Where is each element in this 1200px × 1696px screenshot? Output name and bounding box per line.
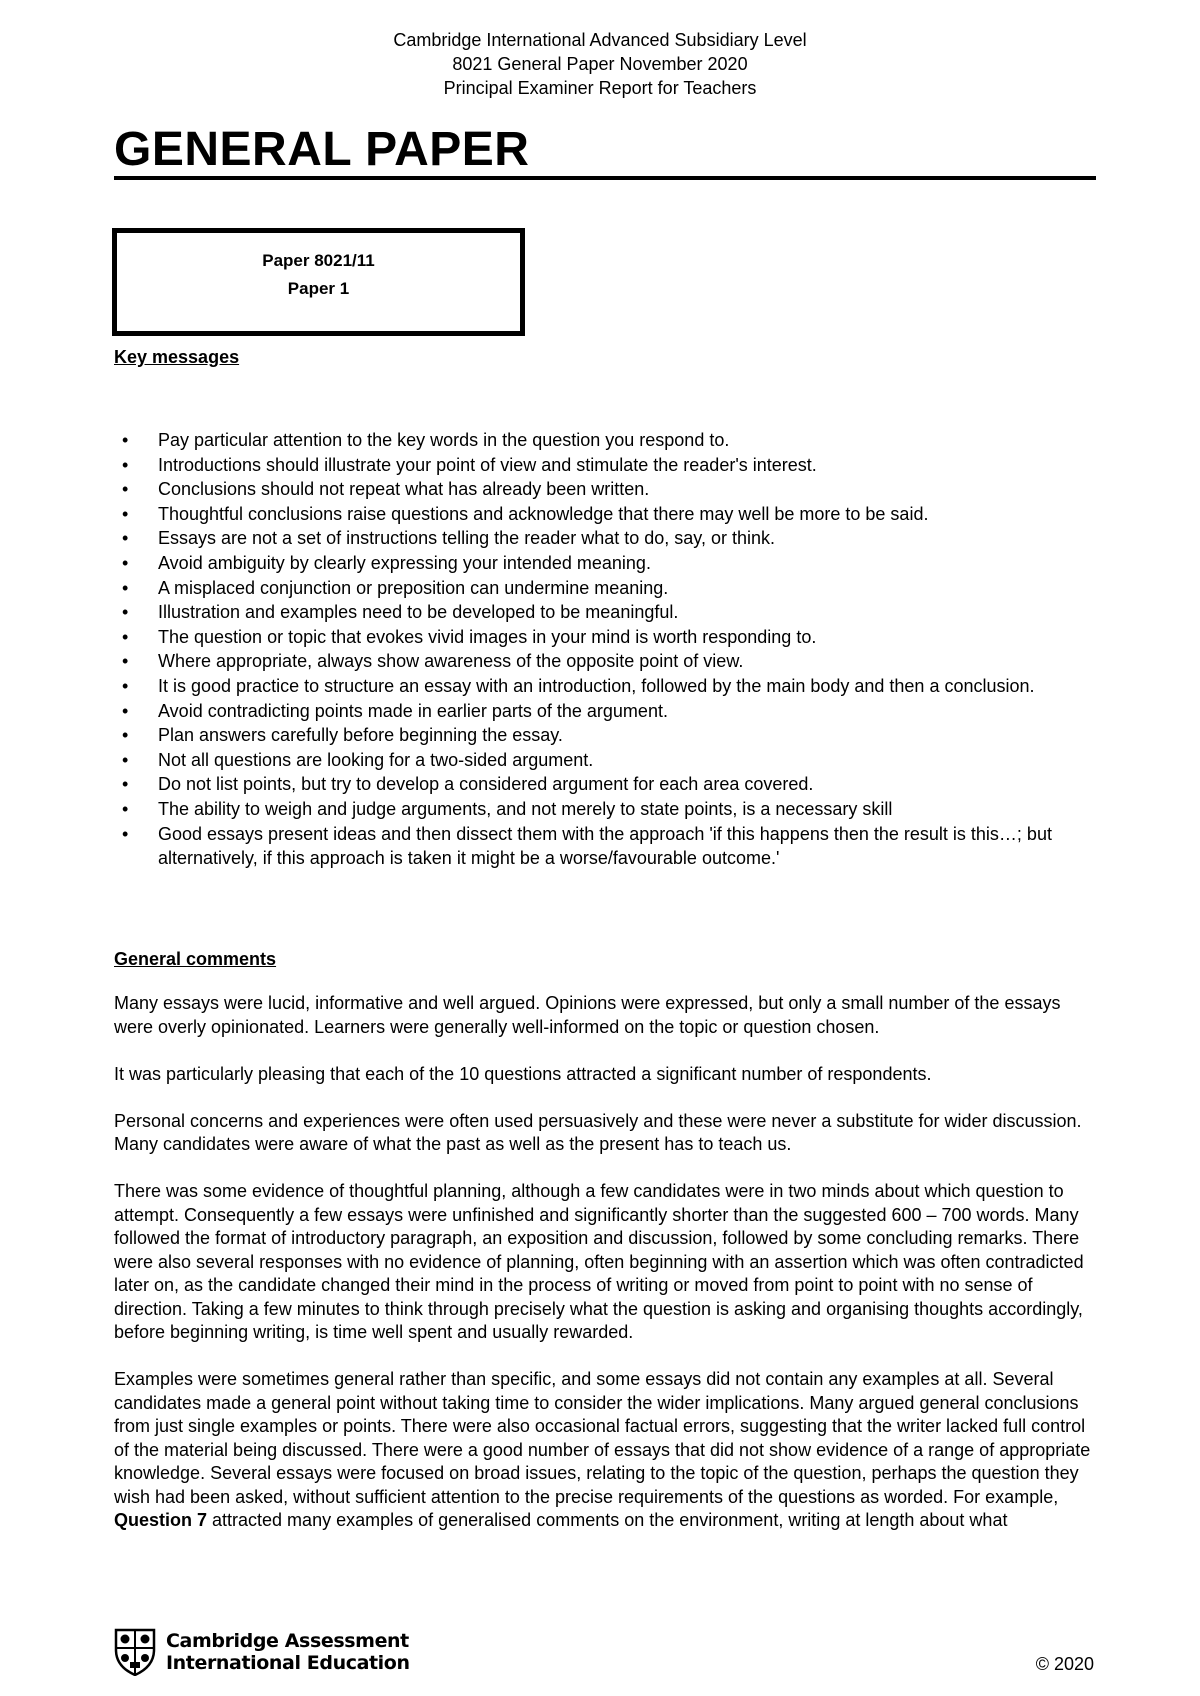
paragraph-text-continued: attracted many examples of generalised comments on the environment, writing at length about what <box>207 1510 1008 1530</box>
key-message-text: Introductions should illustrate your point of view and stimulate the reader's interest. <box>158 454 817 475</box>
key-message-item <box>114 649 1104 674</box>
general-comments-body <box>114 992 1099 1556</box>
header-line-qualification: Cambridge International Advanced Subsidiary Level <box>393 30 807 50</box>
bullet-icon: • <box>122 430 129 450</box>
key-message-text: Good essays present ideas and then dissect them with the approach 'if this happens then the result is this…; but alternatively, if this approach is taken it might be a worse/favourable outcome.' <box>158 823 1052 869</box>
key-message-item <box>114 748 1104 773</box>
comment-paragraph: It was particularly pleasing that each of the 10 questions attracted a significant number of respondents. <box>114 1063 932 1084</box>
bullet-icon: • <box>122 577 129 598</box>
key-message-item <box>114 477 1104 502</box>
bullet-icon: • <box>122 700 129 721</box>
key-message-text: Illustration and examples need to be developed to be meaningful. <box>158 602 679 623</box>
bullet-icon: • <box>122 774 129 795</box>
header-line-paper: 8021 General Paper November 2020 <box>452 54 748 74</box>
paragraph-text: Examples were sometimes general rather than specific, and some essays did not contain any examples at all. Several candidates made a general point without taking time to consider the wider implications. Many argued general conclusions from just single examples or points. There were also occasional factual errors, suggesting that the writer lacked full control of the material being discussed. There were a good number of essays that did not show evidence of a range of appropriate knowledge. Several essays were focused on broad issues, relating to the topic of the question, perhaps the question they wish had been asked, without sufficient attention to the precise requirements of the questions as worded. For example, <box>114 1369 1091 1507</box>
bullet-icon: • <box>122 479 129 500</box>
key-messages-heading: Key messages <box>114 347 240 367</box>
bullet-icon: • <box>122 454 129 475</box>
paper-number: Paper 1 <box>287 279 350 298</box>
bullet-icon: • <box>122 823 129 844</box>
bullet-icon: • <box>122 503 129 524</box>
key-message-text: Not all questions are looking for a two-sided argument. <box>158 749 594 770</box>
bullet-icon: • <box>122 528 129 549</box>
key-message-text: It is good practice to structure an essay with an introduction, followed by the main body and then a conclusion. <box>158 675 1035 696</box>
logo-line-1: Cambridge Assessment <box>166 1630 409 1652</box>
key-message-item <box>114 502 1104 527</box>
key-message-item <box>114 772 1104 797</box>
general-comments-heading: General comments <box>114 949 277 969</box>
bullet-icon: • <box>122 552 129 573</box>
question-reference: Question 7 <box>114 1510 208 1530</box>
page-title: GENERAL PAPER <box>114 123 530 176</box>
report-header <box>0 28 1200 100</box>
key-message-item <box>114 428 1104 453</box>
comment-paragraph: Personal concerns and experiences were often used persuasively and these were never a substitute for wider discussion. Many candidates were aware of what the past as well as the present has to teach us. <box>114 1110 1082 1154</box>
key-message-item <box>114 576 1104 601</box>
key-message-text: Essays are not a set of instructions telling the reader what to do, say, or think. <box>158 528 775 549</box>
bullet-icon: • <box>122 602 129 623</box>
key-message-text: Do not list points, but try to develop a considered argument for each area covered. <box>158 774 814 795</box>
bullet-icon: • <box>122 798 129 819</box>
key-message-item <box>114 674 1104 699</box>
key-message-item <box>114 625 1104 650</box>
bullet-icon: • <box>122 626 129 647</box>
general-comments-paragraphs <box>114 992 1099 1345</box>
key-message-item <box>114 453 1104 478</box>
key-message-text: Plan answers carefully before beginning the essay. <box>158 725 563 746</box>
key-message-text: A misplaced conjunction or preposition can undermine meaning. <box>158 577 669 598</box>
key-message-text: The question or topic that evokes vivid images in your mind is worth responding to. <box>158 626 817 647</box>
bullet-icon: • <box>122 749 129 770</box>
key-message-text: Avoid contradicting points made in earlier parts of the argument. <box>158 700 668 721</box>
comment-paragraph: Many essays were lucid, informative and well argued. Opinions were expressed, but only a small number of the essays were overly opinionated. Learners were generally well-informed on the topic or question chosen. <box>114 993 1061 1037</box>
key-message-text: The ability to weigh and judge arguments, and not merely to state points, is a necessary skill <box>158 798 893 819</box>
key-message-item <box>114 699 1104 724</box>
copyright: © 2020 <box>1035 1654 1094 1674</box>
logo-line-2: International Education <box>166 1652 410 1674</box>
key-message-text: Avoid ambiguity by clearly expressing your intended meaning. <box>158 552 651 573</box>
key-message-item <box>114 723 1104 748</box>
key-message-item <box>114 551 1104 576</box>
bullet-icon: • <box>122 675 129 696</box>
bullet-icon: • <box>122 651 129 672</box>
bullet-icon: • <box>122 725 129 746</box>
header-line-report: Principal Examiner Report for Teachers <box>443 78 757 98</box>
logo-wordmark <box>166 1630 410 1674</box>
key-message-text: Thoughtful conclusions raise questions and acknowledge that there may well be more to be said. <box>158 503 929 524</box>
key-message-item <box>114 600 1104 625</box>
key-messages-list <box>114 428 1104 871</box>
key-message-item <box>114 822 1104 871</box>
key-message-item <box>114 526 1104 551</box>
key-message-text: Conclusions should not repeat what has already been written. <box>158 479 650 500</box>
key-message-text: Pay particular attention to the key words in the question you respond to. <box>158 430 730 450</box>
cambridge-shield-icon <box>114 1628 156 1676</box>
paper-code: Paper 8021/11 <box>262 251 375 270</box>
key-message-item <box>114 797 1104 822</box>
title-underline-rule <box>114 176 1096 180</box>
key-message-text: Where appropriate, always show awareness of the opposite point of view. <box>158 651 744 672</box>
paragraph-examples <box>114 1368 1099 1533</box>
paper-info-box <box>112 228 525 336</box>
comment-paragraph: There was some evidence of thoughtful planning, although a few candidates were in two minds about which question to attempt. Consequently a few essays were unfinished and significantly shorter than the suggested 600 – 700 words. Many followed the format of introductory paragraph, an exposition and discussion, followed by some concluding remarks. There were also several responses with no evidence of planning, often beginning with an assertion which was often contradicted later on, as the candidate changed their mind in the process of writing or moved from point to point with no sense of direction. Taking a few minutes to think through precisely what the question is asking and organising thoughts accordingly, before beginning writing, is time well spent and usually rewarded. <box>114 1181 1084 1342</box>
cambridge-logo <box>114 1627 410 1677</box>
